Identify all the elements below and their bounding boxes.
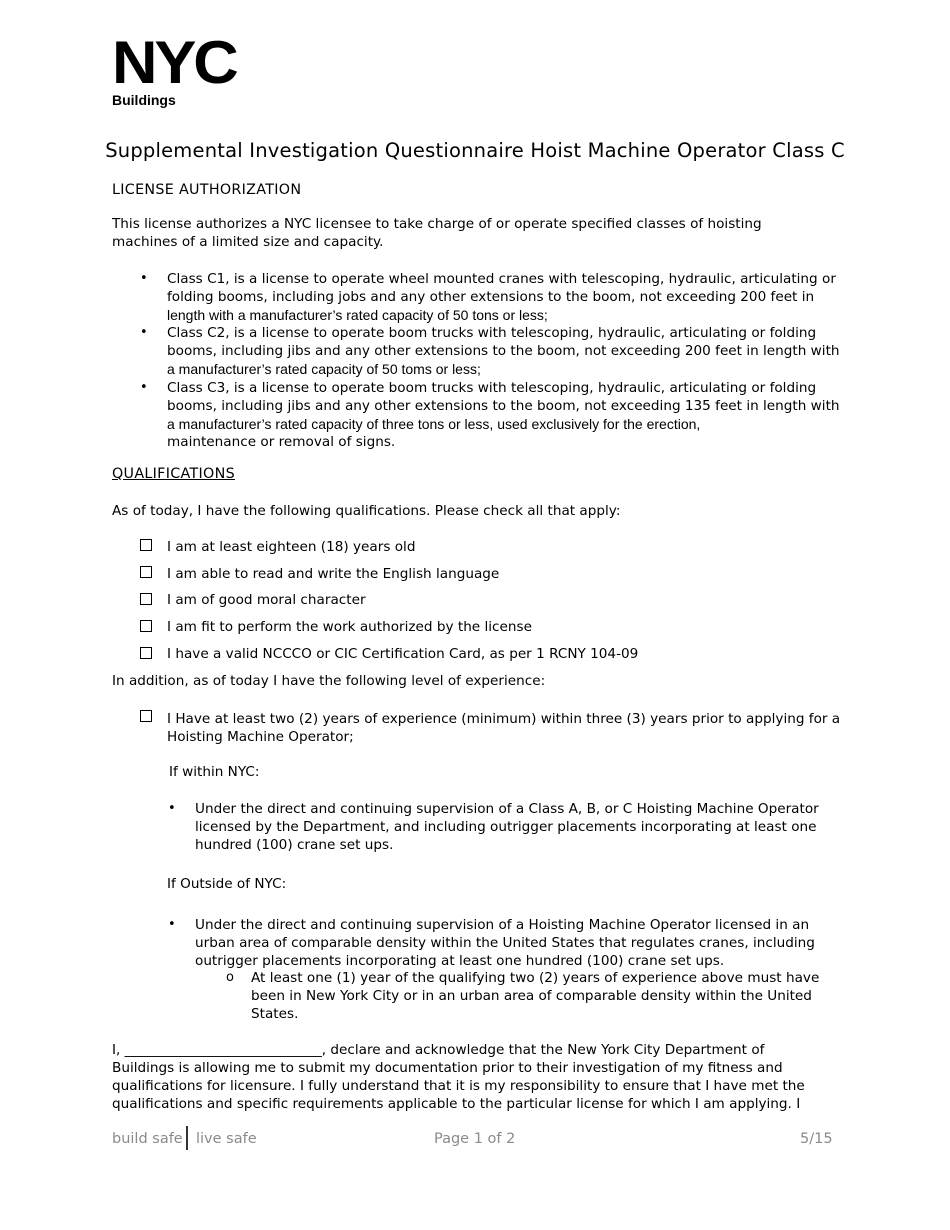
certification-checkbox[interactable] xyxy=(140,647,152,659)
license-intro-line-1: This license authorizes a NYC licensee to take charge of or operate specified classes of hoisting xyxy=(112,216,762,232)
experience-checkbox[interactable] xyxy=(140,710,152,722)
bullet-icon: • xyxy=(140,380,148,395)
class-c3-line: maintenance or removal of signs. xyxy=(167,434,396,450)
class-c2-line: Class C2, is a license to operate boom trucks with telescoping, hydraulic, articulating or folding xyxy=(167,325,817,341)
qualification-label: I am of good moral character xyxy=(167,592,366,608)
declaration-text: Buildings is allowing me to submit my documentation prior to their investigation of my fitness and xyxy=(112,1060,783,1076)
footer-slogan-right: live safe xyxy=(196,1131,257,1147)
qualification-label: I have a valid NCCCO or CIC Certification Card, as per 1 RCNY 104-09 xyxy=(167,646,639,662)
footer-slogan-left: build safe xyxy=(112,1131,183,1147)
english-checkbox[interactable] xyxy=(140,566,152,578)
footer-divider xyxy=(186,1126,188,1150)
outside-nyc-text: outrigger placements incorporating at least one hundred (100) crane set ups. xyxy=(195,953,725,969)
class-c1-line: folding booms, including jobs and any other extensions to the boom, not exceeding 200 feet in xyxy=(167,289,815,305)
bullet-icon: • xyxy=(168,801,176,816)
declaration-text: I, _____________________________, declare and acknowledge that the New York City Department of xyxy=(112,1042,765,1058)
class-c3-line: booms, including jibs and any other extensions to the boom, not exceeding 135 feet in length with xyxy=(167,398,840,414)
fitness-checkbox[interactable] xyxy=(140,620,152,632)
class-c1-line: length with a manufacturer’s rated capacity of 50 tons or less; xyxy=(167,307,548,323)
logo-wordmark: NYC xyxy=(112,29,236,96)
experience-label: Hoisting Machine Operator; xyxy=(167,729,354,745)
nyc-buildings-logo xyxy=(112,29,248,108)
license-heading: LICENSE AUTHORIZATION xyxy=(112,182,302,198)
class-c1-line: Class C1, is a license to operate wheel mounted cranes with telescoping, hydraulic, articulating or xyxy=(167,271,836,287)
bullet-icon: • xyxy=(140,271,148,286)
outside-nyc-text: Under the direct and continuing supervision of a Hoisting Machine Operator licensed in an xyxy=(195,917,810,933)
experience-label: I Have at least two (2) years of experience (minimum) within three (3) years prior to applying for a xyxy=(167,711,841,727)
sub-requirement-text: At least one (1) year of the qualifying two (2) years of experience above must have xyxy=(251,970,820,986)
class-c3-line: Class C3, is a license to operate boom trucks with telescoping, hydraulic, articulating or folding xyxy=(167,380,817,396)
qualifications-prompt: As of today, I have the following qualifications. Please check all that apply: xyxy=(112,503,621,519)
page-title: Supplemental Investigation Questionnaire Hoist Machine Operator Class C xyxy=(105,139,845,162)
sub-requirement-text: been in New York City or in an urban area of comparable density within the United xyxy=(251,988,812,1004)
license-intro-line-2: machines of a limited size and capacity. xyxy=(112,234,384,250)
within-nyc-label: If within NYC: xyxy=(169,764,260,780)
declaration-text: qualifications for licensure. I fully understand that it is my responsibility to ensure that I have met the xyxy=(112,1078,805,1094)
outside-nyc-text: urban area of comparable density within the United States that regulates cranes, including xyxy=(195,935,815,951)
within-nyc-text: hundred (100) crane set ups. xyxy=(195,837,394,853)
class-c2-line: booms, including jibs and any other extensions to the boom, not exceeding 200 feet in length with xyxy=(167,343,840,359)
outside-nyc-label: If Outside of NYC: xyxy=(167,876,287,892)
page-number: Page 1 of 2 xyxy=(434,1131,516,1147)
bullet-icon: • xyxy=(140,325,148,340)
qualification-label: I am at least eighteen (18) years old xyxy=(167,539,416,555)
circle-bullet-icon: o xyxy=(226,970,234,985)
class-c3-line: a manufacturer’s rated capacity of three tons or less, used exclusively for the erection, xyxy=(167,416,701,432)
age-checkbox[interactable] xyxy=(140,539,152,551)
declaration-text: qualifications and specific requirements applicable to the particular license for which I am applying. I xyxy=(112,1096,801,1112)
class-c2-line: a manufacturer’s rated capacity of 50 toms or less; xyxy=(167,361,481,377)
bullet-icon: • xyxy=(168,917,176,932)
logo-subtitle: Buildings xyxy=(112,92,176,108)
within-nyc-text: Under the direct and continuing supervision of a Class A, B, or C Hoisting Machine Operator xyxy=(195,801,819,817)
sub-requirement-text: States. xyxy=(251,1006,299,1022)
form-revision: 5/15 xyxy=(800,1131,833,1147)
qualifications-heading: QUALIFICATIONS xyxy=(112,466,235,482)
moral-character-checkbox[interactable] xyxy=(140,593,152,605)
qualification-label: I am able to read and write the English language xyxy=(167,566,500,582)
experience-prompt: In addition, as of today I have the following level of experience: xyxy=(112,673,546,689)
within-nyc-text: licensed by the Department, and including outrigger placements incorporating at least one xyxy=(195,819,817,835)
qualification-label: I am fit to perform the work authorized by the license xyxy=(167,619,532,635)
